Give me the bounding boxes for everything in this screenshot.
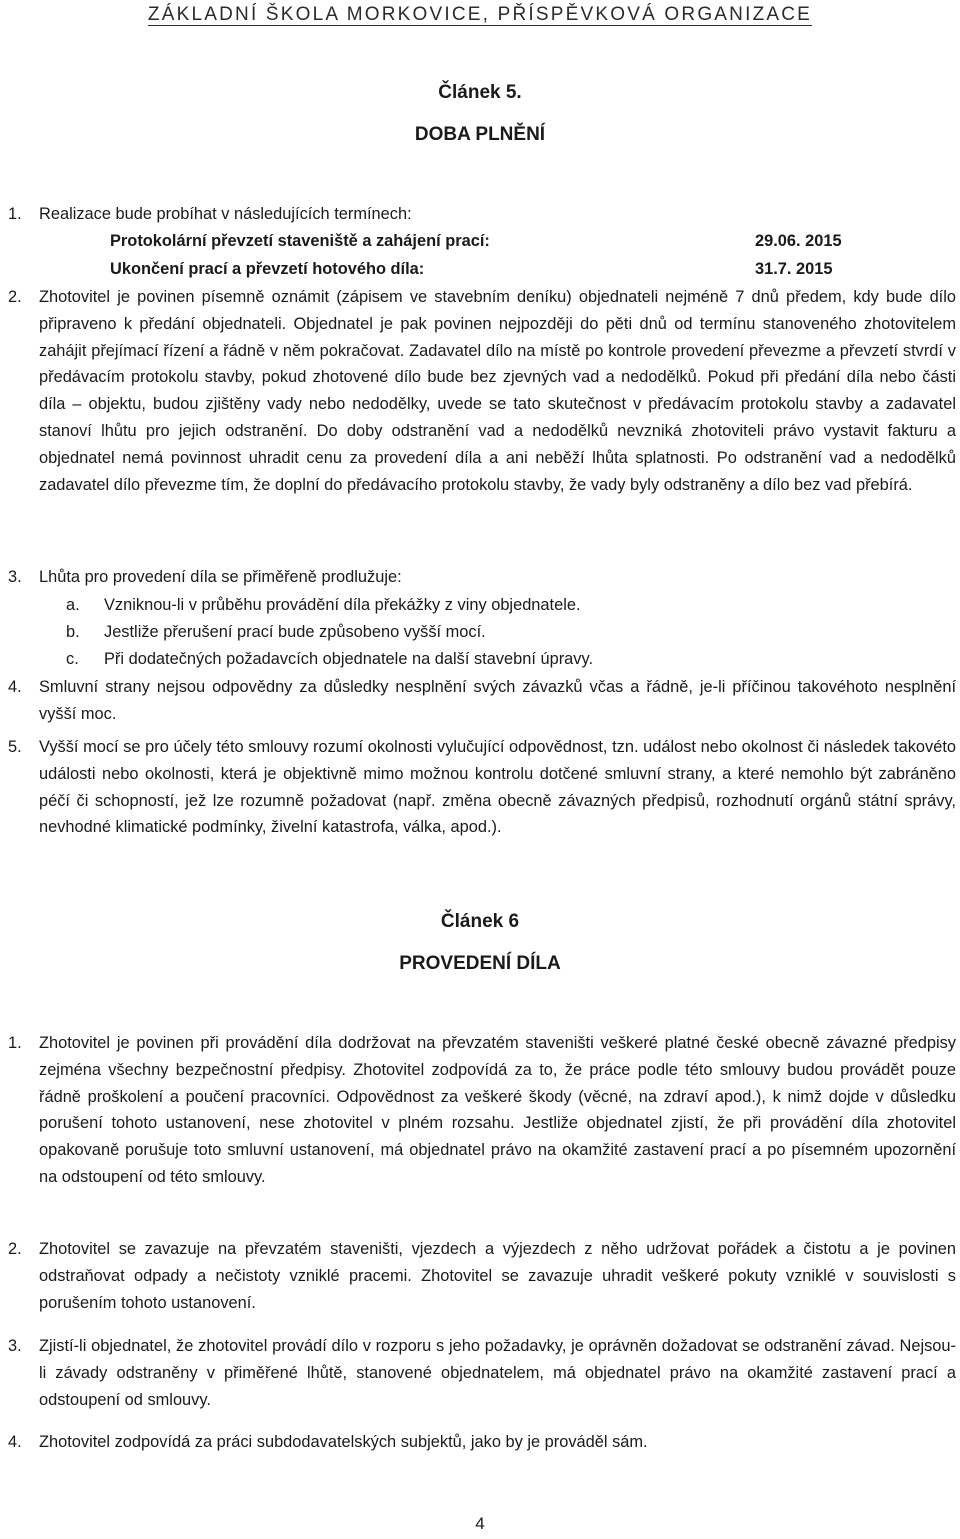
a5-item-4-text: Smluvní strany nejsou odpovědny za důsledky nesplnění svých závazků včas a řádně, je-li příčinou takovéhoto nesplnění vyšší moc. [39,678,956,723]
a6-item-4-text: Zhotovitel zodpovídá za práci subdodavatelských subjektů, jako by je prováděl sám. [39,1433,648,1451]
schedule-row-1 [110,232,870,251]
document-header: ZÁKLADNÍ ŠKOLA MORKOVICE, PŘÍSPĚVKOVÁ ORGANIZACE [147,4,813,25]
schedule-date: 29.06. 2015 [755,232,842,250]
article-5-subtitle: DOBA PLNĚNÍ [414,124,546,145]
page-number: 4 [475,1514,485,1533]
schedule-row-2 [110,260,870,279]
a5-item-4-number: 4. [8,678,22,696]
a5-item-1-text: Realizace bude probíhat v následujících termínech: [39,205,412,223]
article-6-title: Článek 6 [440,911,520,932]
subitem-a-letter: a. [66,596,80,614]
a6-item-1-text: Zhotovitel je povinen při provádění díla dodržovat na převzatém staveništi veškeré platné české obecně závazné předpisy zejména všechny bezpečnostní předpisy. Zhotovitel zodpovídá za to, že práce podle této smlouvy budou provádět pouze řádně proškolení a poučení pracovníci. Odpovědnost za veškeré škody (věcné, na zdraví apod.), k nimž dojde v důsledku porušení tohoto ustanovení, nese zhotovitel v plném rozsahu. Jestliže objednatel zjistí, že při provádění díla zhotovitel opakovaně porušuje toto smluvní ustanovení, má objednatel právo na okamžité zastavení prací a po písemném upozornění na odstoupení od této smlouvy. [39,1034,956,1186]
a5-item-3-text: Lhůta pro provedení díla se přiměřeně prodlužuje: [39,568,402,586]
a6-item-2-text: Zhotovitel se zavazuje na převzatém staveništi, vjezdech a výjezdech z něho udržovat pořádek a čistotu a je povinen odstraňovat odpady a nečistoty vzniklé pracemi. Zhotovitel se zavazuje uhradit veškeré pokuty vzniklé v souvislosti s porušením tohoto ustanovení. [39,1240,956,1312]
a6-item-3-number: 3. [8,1337,22,1355]
a6-item-1-number: 1. [8,1034,22,1052]
a5-item-2-number: 2. [8,288,22,306]
subitem-c-letter: c. [66,650,79,668]
a6-item-4-number: 4. [8,1433,22,1451]
a5-item-5-number: 5. [8,738,22,756]
schedule-label: Protokolární převzetí staveniště a zahájení prací: [110,232,490,250]
schedule-label: Ukončení prací a převzetí hotového díla: [110,260,425,278]
article-5-title: Článek 5. [438,82,522,103]
a5-item-3-number: 3. [8,568,22,586]
a5-item-5-text: Vyšší mocí se pro účely této smlouvy rozumí okolnosti vylučující odpovědnost, tzn. událost nebo okolnost či následek takovéto události nebo okolnosti, která je objektivně mimo možnou kontrolu dotčené smluvní strany, a které nemohlo být zabráněno péčí či schopností, jež lze rozumně požadovat (např. změna obecně závazných předpisů, rozhodnutí orgánů státní správy, nevhodné klimatické podmínky, živelní katastrofa, válka, apod.). [39,738,956,837]
a6-item-3-text: Zjistí-li objednatel, že zhotovitel provádí dílo v rozporu s jeho požadavky, je oprávněn dožadovat se odstranění závad. Nejsou-li závady odstraněny v přiměřené lhůtě, stanovené objednatelem, má objednatel právo na okamžité zastavení prací a odstoupení od smlouvy. [39,1337,956,1409]
a5-item-1-number: 1. [8,205,22,223]
subitem-b-letter: b. [66,623,80,641]
article-6-subtitle: PROVEDENÍ DÍLA [399,953,561,974]
schedule-date: 31.7. 2015 [755,260,833,278]
subitem-b-text: Jestliže přerušení prací bude způsobeno vyšší mocí. [104,623,486,641]
subitem-c-text: Při dodatečných požadavcích objednatele na další stavební úpravy. [104,650,593,668]
a6-item-2-number: 2. [8,1240,22,1258]
a5-item-2-text: Zhotovitel je povinen písemně oznámit (zápisem ve stavebním deníku) objednateli nejméně 7 dnů předem, kdy bude dílo připraveno k předání objednateli. Objednatel je pak povinen nejpozději do pěti dnů od termínu stanoveného zhotovitelem zahájit přejímací řízení a řádně v něm pokračovat. Zadavatel dílo na místě po kontrole provedení převezme a převzetí stvrdí v předávacím protokolu stavby, pokud zhotovené dílo bude bez zjevných vad a nedodělků. Pokud při předání díla nebo části díla – objektu, budou zjištěny vady nebo nedodělky, uvede se tato skutečnost v předávacím protokolu stavby a zadavatel stanoví lhůtu pro jejich odstranění. Do doby odstranění vad a nedodělků nevzniká zhotoviteli právo vystavit fakturu a objednatel nemá povinnost uhradit cenu za provedení díla a ani neběží lhůta splatnosti. Po odstranění vad a nedodělků zadavatel dílo převezme tím, že doplní do předávacího protokolu stavby, že vady byly odstraněny a dílo bez vad přebírá. [39,288,956,494]
subitem-a-text: Vzniknou-li v průběhu provádění díla překážky z viny objednatele. [104,596,581,614]
